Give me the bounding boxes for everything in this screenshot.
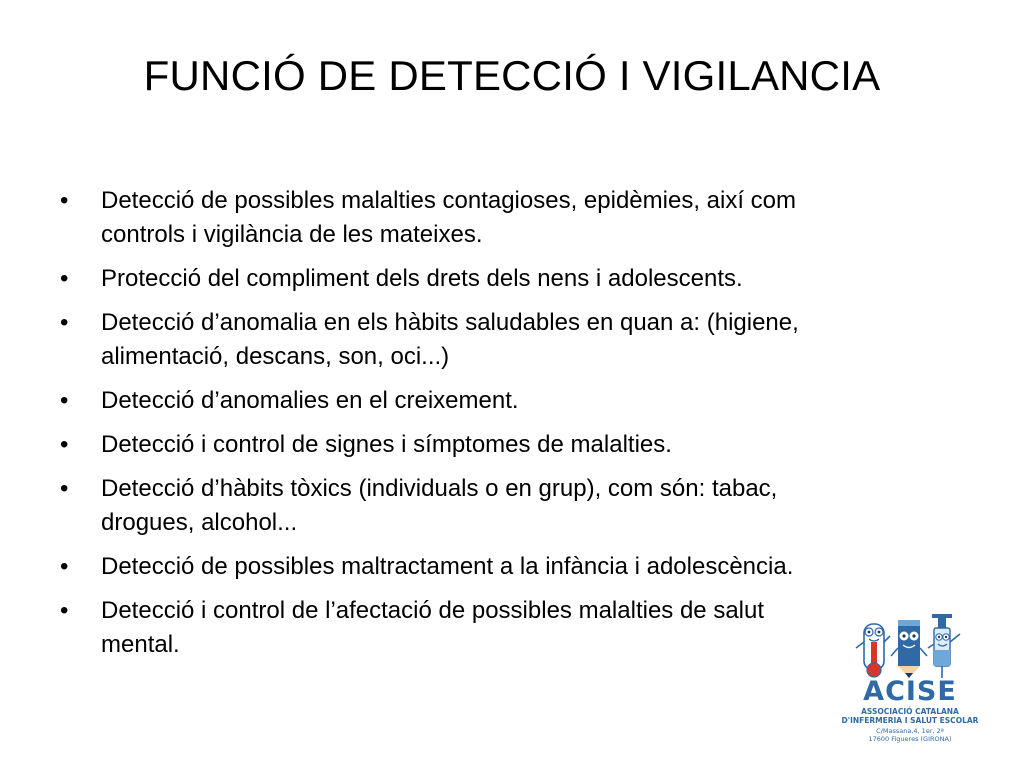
logo-address-line: 17600 Figueres (GIRONA)	[868, 735, 952, 743]
bullet-dot: •	[60, 475, 69, 502]
bullet-dot: •	[60, 431, 69, 458]
bullet-item	[60, 594, 940, 662]
bullet-dot: •	[60, 553, 69, 580]
bullet-dot: •	[60, 265, 69, 292]
logo-address	[840, 727, 980, 743]
bullet-dot: •	[60, 597, 69, 624]
bullet-line: Detecció i control de signes i símptomes de malalties.	[101, 431, 672, 458]
bullet-line: Detecció d’anomalia en els hàbits saludables en quan a: (higiene,	[101, 309, 799, 336]
bullet-line: Detecció d’anomalies en el creixement.	[101, 387, 519, 414]
bullet-line: Detecció de possibles malalties contagioses, epidèmies, així com	[101, 187, 797, 214]
bullet-line: drogues, alcohol...	[101, 509, 298, 536]
bullet-item	[60, 306, 940, 374]
bullet-line: Protecció del compliment dels drets dels nens i adolescents.	[101, 265, 743, 292]
bullet-line: alimentació, descans, son, oci...)	[101, 343, 450, 370]
logo-subtitle-line: ASSOCIACIÓ CATALANA	[861, 707, 959, 716]
logo-name: ACISE	[863, 676, 957, 707]
bullet-item	[60, 428, 940, 462]
bullet-line: Detecció i control de l’afectació de possibles malalties de salut	[101, 597, 765, 624]
acise-logo	[840, 612, 980, 742]
bullet-dot: •	[60, 387, 69, 414]
bullet-item	[60, 550, 940, 584]
bullet-line: mental.	[101, 631, 180, 658]
bullet-item	[60, 184, 940, 252]
mascot-figures-icon	[854, 612, 966, 680]
slide-title: FUNCIÓ DE DETECCIÓ I VIGILANCIA	[143, 52, 881, 99]
bullet-line: controls i vigilància de les mateixes.	[101, 221, 483, 248]
logo-subtitle	[840, 707, 980, 725]
logo-subtitle-line: D'INFERMERIA I SALUT ESCOLAR	[841, 716, 979, 725]
bullet-line: Detecció de possibles maltractament a la infància i adolescència.	[101, 553, 794, 580]
logo-address-line: C/Massana,4, 1er, 2ª	[876, 727, 944, 735]
bullet-line: Detecció d’hàbits tòxics (individuals o en grup), com són: tabac,	[101, 475, 778, 502]
bullet-item	[60, 472, 940, 540]
bullet-list	[60, 184, 940, 672]
bullet-item	[60, 262, 940, 296]
bullet-dot: •	[60, 187, 69, 214]
bullet-item	[60, 384, 940, 418]
bullet-dot: •	[60, 309, 69, 336]
